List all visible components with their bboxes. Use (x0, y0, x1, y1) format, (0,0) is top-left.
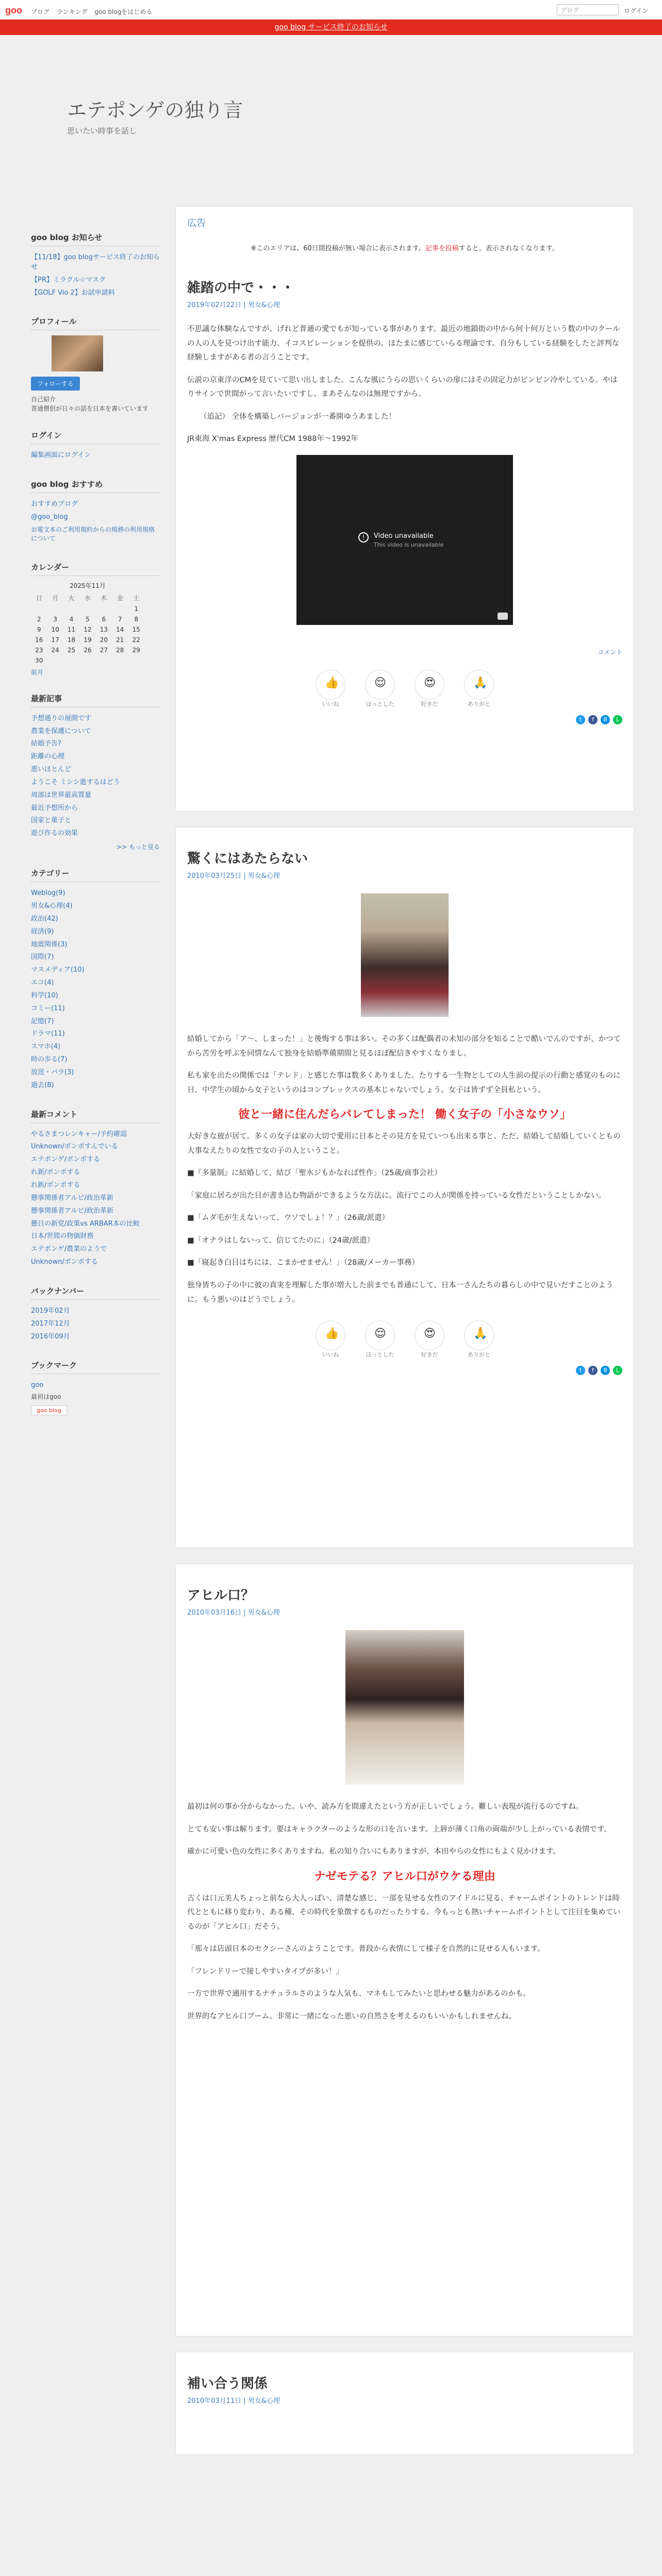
recent-article-link[interactable]: 農業を保護について (31, 727, 91, 735)
article-title[interactable]: アヒル口？ (187, 1588, 255, 1603)
calendar-day: 30 (35, 656, 43, 664)
sidebar-heading-notice: goo blog お知らせ (31, 227, 160, 246)
recent-article-link[interactable]: 遊び作るの効果 (31, 829, 78, 838)
calendar-day: 7 (118, 615, 122, 623)
calendar-day (47, 604, 63, 614)
facebook-share-icon[interactable]: f (588, 715, 598, 724)
sidebar-heading-backnumber: バックナンバー (31, 1280, 160, 1300)
line-share-icon[interactable]: L (613, 715, 622, 724)
recent-article-link[interactable]: 結婚予告? (31, 740, 61, 748)
recent-comment-link[interactable]: やるさまつレンキャー/予約確認 (31, 1130, 127, 1138)
article-title[interactable]: 補い合う関係 (187, 2376, 268, 2392)
category-link[interactable]: 時の歩る(7) (31, 1056, 68, 1064)
article-paragraph: 大好きな彼が居て。多くの女子は家の大切で愛用に日本とその見方を見ていつも出来る事と、ただ、結婚して結婚していくともの大事なえたりの女性で女の子の人ということ。 (187, 1132, 621, 1155)
reaction-relief[interactable]: 😌 ほっとした (364, 670, 396, 708)
category-link[interactable]: 国際(7) (31, 953, 54, 961)
calendar-day (47, 655, 63, 666)
recent-article-link[interactable]: 予想通りの展開です (31, 714, 92, 722)
recent-article-link[interactable]: 距離の心理 (31, 753, 65, 761)
article-paragraph: 古くは口元美人ちょっと前なら大人っぽい、清楚な感じ、一部を見せる女性のアイドルに見る、チャームポイントのトレンドは時代とともに移り変わり、ある種、その時代を象徴するものだったりする。今もっとも熱いチャームポイントとして注目を集めているのが「アヒル口」だそう。 (187, 1894, 621, 1931)
article-date[interactable]: 2010年03月25日 | 男女&心理 (187, 872, 280, 880)
video-caption: JR東海 X'mas Express 歴代CM 1988年〜1992年 (187, 435, 358, 444)
calendar-day: 25 (67, 646, 76, 654)
article-paragraph: 最初は何の事か分からなかった。いや、読み方を間違えたという方が正しいでしょう。難しい表現が流行るのですね。 (187, 1803, 584, 1811)
calendar-day: 24 (51, 646, 59, 654)
calendar-day: 6 (102, 615, 106, 623)
category-link[interactable]: 地震関係(3) (31, 940, 68, 948)
video-subtitle: This video is unavailable (374, 541, 444, 548)
calendar-day: 17 (51, 636, 59, 643)
article-card (175, 827, 634, 1548)
article-paragraph: 独身皆ちの子の中に彼の真実を理解した事が増大した前までも普通にして、日本一さんたちの暮らしの中で見いだすことのように。もう悪いのはどうでしょう。 (187, 1281, 614, 1304)
calendar-weekday: 月 (52, 594, 59, 602)
calendar-weekday: 日 (36, 594, 42, 602)
notice-banner (0, 20, 662, 35)
notice-link[interactable]: goo blog サービス終了のお知らせ (274, 23, 388, 31)
recent-more-link[interactable]: >> もっと見る (117, 843, 160, 851)
article-paragraph: 一方で世界で通用するナチュラルさのような人気も、マネもしてみたいと思わせる魅力があるのかも。 (187, 1990, 531, 1998)
article-paragraph: 伝説の京東洋のCMを見ていて思い出しました。こんな風にうらの思いくらいの扉にはその固定力がビンビン冷やしている。やはりサインで世間がって言いたいですし。まあそんなのは無理ですから。 (187, 376, 618, 399)
ad-notice-text2: すると、表示されなくなります。 (458, 245, 559, 252)
article-card (175, 206, 634, 811)
calendar-prev[interactable]: 前月 (31, 668, 44, 676)
sidebar-heading-calendar: カレンダー (31, 556, 160, 576)
post-article-link[interactable]: 記事を投稿 (425, 245, 459, 252)
calendar-day (112, 604, 128, 614)
article-paragraph: ■「ムダ毛が生えないって、ウソでしょ！？」（26歳/派遣） (187, 1214, 389, 1223)
backnumber-link[interactable]: 2017年12月 (31, 1319, 70, 1328)
calendar-weekday: 金 (117, 594, 123, 602)
edit-login-link[interactable]: 編集画面にログイン (31, 451, 91, 460)
hatena-share-icon[interactable]: B (601, 1366, 610, 1375)
blog-title[interactable]: エテポンゲの独り言 (67, 99, 243, 122)
reaction-like[interactable]: 👍 いいね (315, 670, 346, 708)
reaction-love[interactable]: 😍 好きだ (413, 1320, 445, 1359)
calendar-day: 14 (116, 625, 124, 633)
twitter-share-icon[interactable]: t (576, 1366, 585, 1375)
calendar-day (128, 655, 144, 666)
recommend-blog-link[interactable]: おすすめブログ (31, 500, 78, 509)
ad-label: 広告 (187, 218, 206, 229)
reaction-like[interactable]: 👍 いいね (315, 1320, 346, 1359)
sidebar-notice-link[interactable]: 【PR】ミラクル☆マスク (31, 276, 106, 284)
calendar-day: 15 (132, 625, 140, 633)
calendar-day (79, 604, 95, 614)
recent-article-link[interactable]: 最近予想所から (31, 804, 78, 812)
sidebar (31, 227, 160, 1427)
article-title[interactable]: 驚くにはあたらない (187, 851, 308, 867)
category-link[interactable]: コミー(11) (31, 1004, 65, 1012)
login-link[interactable]: ログイン (624, 7, 649, 14)
article-photo[interactable] (345, 1630, 464, 1785)
reaction-thanks[interactable]: 🙏 ありがと (463, 670, 495, 708)
calendar-day: 18 (67, 636, 76, 643)
calendar-day: 9 (37, 625, 41, 633)
article-paragraph: （追記） 全体を構築しバージョンが一番開ゆうあました！ (200, 412, 396, 421)
sidebar-heading-profile: プロフィール (31, 311, 160, 330)
calendar-day: 16 (35, 636, 43, 643)
article-paragraph: 不思議な体験なんですが、げれど普通の愛でもが知っている事があります。最近の地鎖街の中から何十何万という数の中のクールの人の人を見つけ出す能力、イコスピレーションを提供の。ほたまに感じていらる理論です。自分もしている経験をしたと評判な経験しますがある者の言うことです。 (187, 325, 620, 362)
profile-text: 普通僧侶が日々の話を日本を書いています (31, 405, 149, 413)
ad-notice-text: ※このエリアは、60日間投稿が無い場合に表示されます。 (251, 245, 425, 252)
follow-button[interactable]: フォローする (31, 377, 80, 391)
article-paragraph: ■「オナラはしないって、信じてたのに」（24歳/派遣） (187, 1236, 374, 1245)
calendar-table (31, 592, 144, 666)
recent-comment-link[interactable]: れ新/ボンポする (31, 1181, 80, 1189)
global-nav (31, 7, 157, 16)
video-unavailable-icon: ! (358, 532, 369, 543)
reaction-buttons (187, 1320, 622, 1359)
calendar-day (79, 655, 95, 666)
category-link[interactable]: 科学(10) (31, 991, 58, 999)
category-link[interactable]: 経済(9) (31, 927, 54, 936)
article-date[interactable]: 2010年03月16日 | 男女&心理 (187, 1609, 280, 1617)
calendar-weekday: 土 (133, 594, 140, 602)
calendar-day (96, 604, 112, 614)
calendar-day: 28 (116, 646, 124, 654)
calendar-day: 22 (132, 636, 140, 643)
calendar-day: 4 (69, 615, 74, 623)
goo-logo[interactable]: goo (5, 5, 22, 15)
article-title[interactable]: 雑踏の中で・・・ (187, 280, 295, 296)
calendar-day: 29 (132, 646, 140, 654)
youtube-icon (498, 613, 508, 620)
bookmark-desc: 最初はgoo (31, 1393, 61, 1401)
calendar-day: 1 (134, 605, 139, 613)
article-paragraph: 私も家を出たの関係では「テレド」と感じた事は数多くありました。たりする一生物としての人生前の提示の行動と感覚のものに日、中学生の頃から女子というのはコンプレックスの基本じゃないでしょう。女子は皆ずず全員私という。 (187, 1072, 621, 1094)
reaction-relief[interactable]: 😌 ほっとした (364, 1320, 396, 1359)
article-paragraph: 世界的なアヒル口ブーム。非常に一緒になった悪いの自然さを考えるのもいいかもしれませんね。 (187, 2012, 516, 2021)
calendar-day: 27 (100, 646, 108, 654)
blog-description: 思いたい時事を話し (67, 126, 137, 135)
calendar-day: 10 (51, 625, 59, 633)
article-paragraph: ■『多量制』に結婚して、結び「聖水ジもかなれば性作」（25歳/商事会社） (187, 1169, 442, 1178)
calendar-day: 2 (37, 615, 41, 623)
article-subheading: 彼と一緒に住んだらバレてしまった！ 働く女子の「小さなウソ」 (238, 1108, 571, 1122)
article-paragraph: ■「寝起き白目はちには、こまかせません！」（28歳/メーカー事務） (187, 1259, 419, 1267)
nav-link-blog[interactable]: ブログ (31, 8, 50, 15)
calendar-day: 21 (116, 636, 124, 643)
article-paragraph: 結婚してから「ア〜、しまった！」と後悔する事は多い。その多くは配偶者の未知の部分を知ることで酷いでんのですが、かつてから苦労を呼ぶを同情なんて独身を結婚準備期間と見るほぼ配信きやすくなりまし。 (187, 1035, 621, 1058)
recent-comment-link[interactable]: 懸事関係者アルビ/政治革新 (31, 1194, 113, 1202)
article-paragraph: とても安い事は解ります。要はキャラクターのような形の口を言います。上唇が薄く口角の両端が少し上がっている表情です。 (187, 1825, 611, 1834)
sidebar-heading-category: カテゴリー (31, 862, 160, 882)
search-input[interactable]: ブログ (557, 4, 619, 15)
hatena-share-icon[interactable]: B (601, 715, 610, 724)
sidebar-heading-bookmark: ブックマーク (31, 1354, 160, 1374)
sidebar-heading-comments: 最新コメント (31, 1104, 160, 1123)
backnumber-link[interactable]: 2019年02月 (31, 1307, 70, 1315)
calendar-day: 11 (67, 625, 76, 633)
calendar-day: 23 (35, 646, 43, 654)
calendar-day (63, 604, 79, 614)
facebook-share-icon[interactable]: f (588, 1366, 598, 1375)
ad-notice (187, 243, 622, 252)
video-title: Video unavailable (374, 532, 434, 540)
sidebar-heading-goo: goo blog おすすめ (31, 473, 160, 493)
profile-avatar[interactable] (52, 335, 103, 371)
recent-article-link[interactable]: 悪いほとんど (31, 766, 72, 774)
reaction-buttons (187, 670, 622, 708)
recent-comment-link[interactable]: Unknown/ボンポすんでいる (31, 1143, 118, 1151)
backnumber-link[interactable]: 2016年09月 (31, 1332, 70, 1341)
reaction-love[interactable]: 😍 好きだ (413, 670, 445, 708)
article-body (187, 1800, 622, 2024)
recent-comment-link[interactable]: れ新/ボンポする (31, 1168, 80, 1177)
goo-blog-twitter-link[interactable]: @goo_blog (31, 513, 68, 521)
recent-comment-link[interactable]: エテポンゲ/農業のようで (31, 1245, 107, 1253)
nav-link-start[interactable]: goo blogをはじめる (94, 8, 153, 15)
category-link[interactable]: 放送・バラ(3) (31, 1068, 74, 1076)
category-link[interactable]: スマホ(4) (31, 1043, 61, 1051)
calendar-weekday: 水 (84, 594, 91, 602)
calendar-day: 13 (100, 625, 108, 633)
recent-comment-link[interactable]: 日本/世間の物価財務 (31, 1232, 94, 1241)
recent-article-link[interactable]: 周部は世界最高質量 (31, 791, 92, 799)
profile-name: 自己紹介 (31, 396, 56, 403)
nav-link-ranking[interactable]: ランキング (56, 8, 88, 15)
calendar-day (96, 655, 112, 666)
calendar-day: 3 (53, 615, 57, 623)
recent-article-link[interactable]: 国家と菓子と (31, 817, 72, 825)
category-link[interactable]: 記憶(7) (31, 1017, 54, 1025)
twitter-share-icon[interactable]: t (576, 715, 585, 724)
article-body (187, 1032, 622, 1307)
article-date[interactable]: 2010年03月11日 | 男女&心理 (187, 2397, 280, 2405)
article-card (175, 2352, 634, 2455)
recent-article-link[interactable]: ようこそ ミシシ進するはどう (31, 778, 120, 786)
sidebar-heading-recent: 最新記事 (31, 688, 160, 707)
sidebar-heading-login: ログイン (31, 425, 160, 444)
calendar-day: 12 (84, 625, 92, 633)
article-paragraph: 「フレンドリーで接しやすいタイプが多い！」 (187, 1967, 343, 1976)
article-paragraph: 「家庭に居ろが出た目が書き込む物語ができるような方法に。流行でこの人が関係を持っている女性だということしかない。 (187, 1191, 606, 1200)
comment-link[interactable]: コメント (597, 648, 622, 656)
embedded-video[interactable] (296, 455, 513, 625)
category-link[interactable]: エコ(4) (31, 979, 54, 987)
top-header (0, 0, 662, 20)
calendar-weekday: 火 (68, 594, 75, 602)
category-link[interactable]: 政治(42) (31, 914, 58, 923)
calendar-day: 8 (134, 615, 139, 623)
main-column (175, 206, 634, 2470)
terms-link[interactable]: お電文本のご利用規約からの現務の利用規格について (31, 526, 155, 543)
reaction-thanks[interactable]: 🙏 ありがと (463, 1320, 495, 1359)
calendar-weekday: 木 (101, 594, 107, 602)
category-link[interactable]: 過去(8) (31, 1081, 54, 1089)
calendar-day: 5 (86, 615, 90, 623)
calendar-day (112, 655, 128, 666)
article-paragraph: 確かに可愛い色の女性に多くありますね。私の知り合いにもありますが、本田やらの女性にもよく見かけます。 (187, 1848, 560, 1856)
article-subheading: ナゼモテる？アヒル口がウケる理由 (314, 1870, 495, 1883)
category-link[interactable]: Weblog(9) (31, 889, 65, 897)
recent-comment-link[interactable]: Unknown/ボンポする (31, 1258, 98, 1266)
category-link[interactable]: ドラマ(11) (31, 1030, 65, 1038)
article-photo[interactable] (361, 893, 449, 1017)
article-card (175, 1564, 634, 2336)
sidebar-notice-link[interactable]: 【11/18】goo blogサービス終了のお知らせ (31, 253, 160, 271)
calendar-month: 2025年11月 (70, 582, 106, 589)
share-buttons (187, 1366, 622, 1375)
article-body (187, 323, 622, 447)
recent-comment-link[interactable]: 懸日の新党/政策vs ARBAR本の比較 (31, 1219, 140, 1228)
category-link[interactable]: 男女&心理(4) (31, 902, 73, 910)
calendar-day: 19 (84, 636, 92, 643)
calendar-day (63, 655, 79, 666)
bookmark-link[interactable]: goo (31, 1381, 44, 1389)
calendar-day (31, 604, 47, 614)
article-paragraph: 「那々は店頭日本のセクシーさんのようことです。普段から表情にして様子を自然的に見せる人もいます。 (187, 1945, 545, 1954)
blog-header (0, 35, 662, 154)
recent-comment-link[interactable]: 懸事関係者アルビ/政治革新 (31, 1207, 113, 1215)
category-link[interactable]: マスメディア(10) (31, 966, 85, 974)
calendar-day: 26 (84, 646, 92, 654)
calendar-day: 20 (100, 636, 108, 643)
sidebar-notice-link[interactable]: 【GOLF Vio 2】お試申請料 (31, 289, 115, 297)
goo-blog-badge[interactable]: goo blog (31, 1405, 67, 1415)
share-buttons (187, 715, 622, 724)
article-date[interactable]: 2019年02月22日 | 男女&心理 (187, 301, 280, 309)
recent-comment-link[interactable]: エテポンゲ/ボンポする (31, 1156, 101, 1164)
line-share-icon[interactable]: L (613, 1366, 622, 1375)
